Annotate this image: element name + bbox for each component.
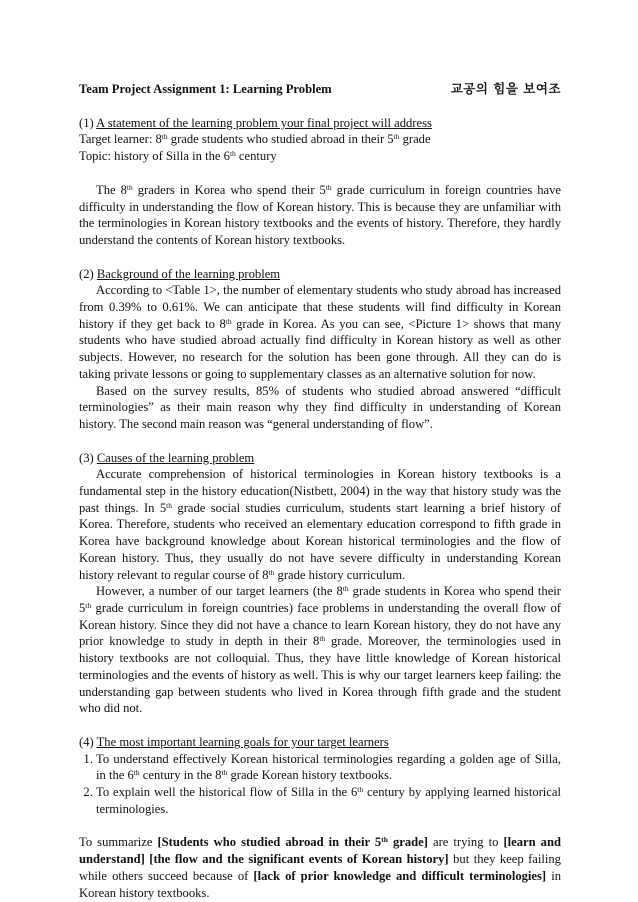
learning-goal-2: 2. To explain well the historical flow of Silla in the 6th century by applying learned historical terminologies.	[96, 784, 561, 817]
topic-line: Topic: history of Silla in the 6th century	[79, 148, 277, 164]
summary-learner-bold: [Students who studied abroad in their 5th grade]	[157, 835, 428, 850]
section-2-heading: (2) Background of the learning problem	[79, 266, 281, 281]
section-4-title: The most important learning goals for your target learners	[96, 734, 389, 749]
summary-paragraph: To summarize [Students who studied abroad in their 5th grade] are trying to [learn and understand] [the flow and the significant events of Korean history] but they keep failing while others succeed because of [lack of prior knowledge and difficult terminologies] in Korean history textbooks.	[79, 835, 561, 900]
section-2-paragraph-2: Based on the survey results, 85% of students who studied abroad answered “difficult terminologies” as their main reason why they find difficulty in understanding of Korean history. The second main reason was “general understanding of flow”.	[79, 383, 561, 431]
document-title: Team Project Assignment 1: Learning Problem	[79, 82, 332, 96]
section-4-heading: (4) The most important learning goals for your target learners	[79, 734, 389, 749]
document-header	[79, 81, 561, 98]
section-3	[79, 450, 561, 717]
summary-goal-bold: [learn and understand] [the flow and the significant events of Korean history]	[79, 835, 561, 867]
section-1-paragraph: The 8th graders in Korea who spend their 5th grade curriculum in foreign countries have difficulty in understanding the flow of Korean history. This is because they are unfamiliar with the terminologies in Korean history textbooks and the events of history. Therefore, they hardly understand the contents of Korean history textbooks.	[79, 182, 562, 247]
learning-goals-list	[79, 751, 561, 818]
section-4	[79, 734, 561, 818]
section-1-heading: (1) A statement of the learning problem your final project will address	[79, 115, 432, 130]
section-3-paragraph-1: Accurate comprehension of historical terminologies in Korean history textbooks is a fundamental step in the history education(Nistbett, 2004) in the way that history study was the past things. In 5th grade social studies curriculum, students start learning a brief history of Korea. Therefore, students who received an elementary education correspond to fifth grade in Korea have background knowledge about Korean historical terminologies and the flow of Korean history. Thus, they usually do not have severe difficulty in understanding Korean history relevant to regular course of 8th grade history curriculum.	[79, 467, 562, 582]
target-learner-line: Target learner: 8th grade students who studied abroad in their 5th grade	[79, 132, 431, 147]
summary-cause-bold: [lack of prior knowledge and difficult terminologies]	[253, 868, 547, 883]
section-1	[79, 115, 561, 249]
section-3-paragraph-2: However, a number of our target learners (the 8th grade students in Korea who spend their 5th grade curriculum in foreign countries) face problems in understanding the overall flow of Korean history. Since they did not have a chance to learn Korean history, they do not have any prior knowledge to study in depth in their 8th grade. Moreover, the terminologies used in history textbooks are not colloquial. Thus, they have little knowledge of Korean historical terminologies and the events of history as well. This is why our target learners keep failing: the understanding gap between students who lived in Korea through fifth grade and the student who did not.	[79, 584, 561, 716]
section-2	[79, 266, 561, 433]
section-2-paragraph-1: According to <Table 1>, the number of elementary students who study abroad has increased from 0.39% to 0.61%. We can anticipate that these students will find difficulty in Korean history if they get back to 8th grade in Korea. As you can see, <Picture 1> shows that many students who have studied abroad actually find difficulty in Korean history as well as other subjects. However, no research for the solution has been gone through. All they can do is taking private lessons or going to supplementary classes as an alternative solution for now.	[79, 283, 561, 381]
section-2-title: Background of the learning problem	[96, 266, 281, 281]
team-name: 교공의 힘을 보여조	[450, 81, 561, 96]
section-3-title: Causes of the learning problem	[96, 450, 255, 465]
learning-goal-1: 1. To understand effectively Korean historical terminologies regarding a golden age of Silla, in the 6th century in the 8th grade Korean history textbooks.	[96, 751, 561, 784]
section-1-title: A statement of the learning problem your final project will address	[96, 115, 432, 130]
section-3-heading: (3) Causes of the learning problem	[79, 450, 255, 465]
